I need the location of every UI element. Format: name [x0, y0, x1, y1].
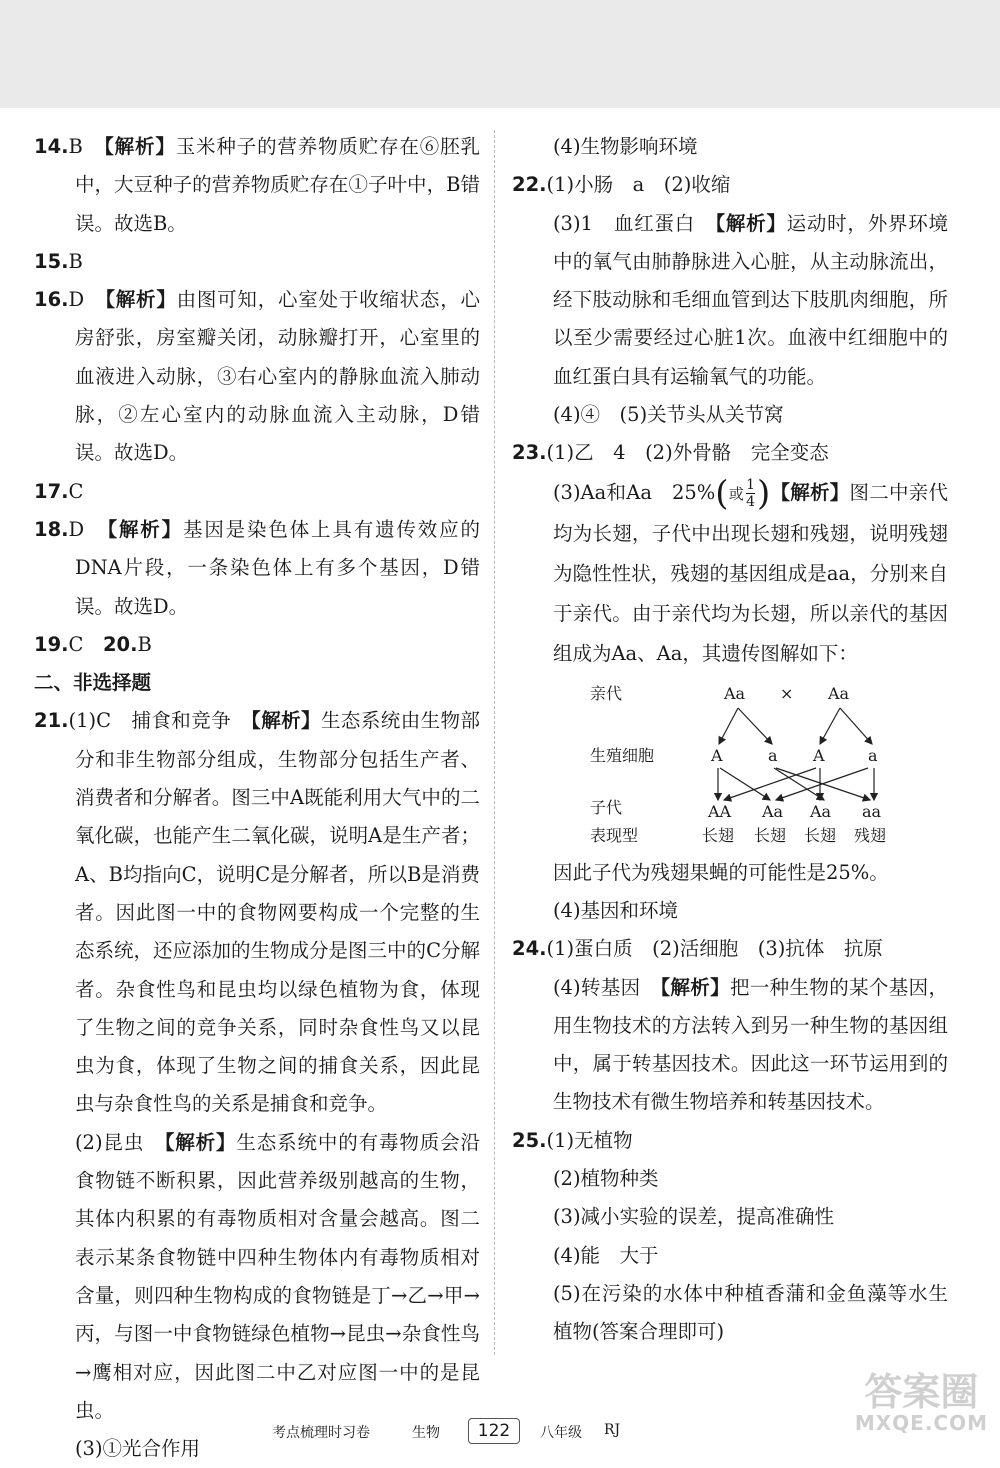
section-heading: 二、非选择题 — [34, 671, 152, 695]
cross-arrows — [512, 680, 952, 850]
answer-24-line2: (4)转基因 【解析】把一种生物的某个基因，用生物技术的方法转入到另一种生物的基因组中，属于转基因技术。因此这一环节运用到的生物技术有微生物培养和转基因技术。 — [552, 975, 948, 1114]
answer-22-line3: (4)④ (5)关节头从关节窝 — [552, 403, 784, 427]
phenotype-1: 长翅 — [702, 825, 735, 845]
offspring-3: Aa — [810, 801, 832, 821]
phenotype-3: 长翅 — [804, 825, 837, 845]
answer-16: 16.D 【解析】由图可知，心室处于收缩状态，心房舒张，房室瓣关闭，动脉瓣打开，心室里的血液进入动脉，③右心室内的静脉血流入肺动脉，②左心室内的动脉血流入主动脉，D错误。故选D。 — [34, 288, 480, 465]
offspring-4: aa — [862, 801, 882, 821]
gamete-1: A — [711, 745, 723, 765]
answer-21-part3: (3)①光合作用 — [74, 1437, 201, 1461]
arrow-A-Aa — [720, 768, 770, 800]
page-top-margin — [0, 0, 1000, 108]
answer-23-line4: (4)基因和环境 — [552, 898, 679, 922]
answer-22-line2: (3)1 血红蛋白 【解析】运动时，外界环境中的氧气由肺静脉进入心脏，从主动脉流出，经下肢动脉和毛细血管到达下肢肌肉细胞，所以至少需要经过心脏1次。血液中红细胞中的血红蛋白具有运输氧气的功能。 — [552, 211, 948, 388]
arrow-p1-A — [719, 708, 738, 744]
arrow-p1-a — [738, 708, 772, 744]
arrow-p2-A — [820, 708, 840, 744]
answer-25-line5: (5)在污染的水体中种植香蒲和金鱼藻等水生植物(答案合理即可) — [552, 1281, 948, 1344]
answer-23-line2: (3)Aa和Aa 25%(或 $\frac{1}{4}$ )【解析】图二中亲代均为长翅，子代中出现长翅和残翅，说明残翅为隐性性状，残翅的基因组成是aa，分别来自于亲代。由于亲代均为长翅，所以亲代的基因组成为Aa、Aa，其遗传图解如下： — [552, 473, 948, 665]
cross-symbol: × — [780, 683, 794, 703]
phenotype-2: 长翅 — [754, 825, 787, 845]
footer-subject: 生物 — [412, 1425, 440, 1441]
left-column — [34, 128, 480, 1468]
fraction: $\frac{1}{4}$ — [746, 476, 755, 510]
gamete-3: A — [813, 745, 825, 765]
answer-17: 17.C — [34, 479, 84, 503]
answer-24-line1: 24.(1)蛋白质 (2)活细胞 (3)抗体 抗原 — [512, 937, 883, 961]
footer-grade: 八年级 — [540, 1425, 582, 1441]
answer-18: 18.D 【解析】基因是染色体上具有遗传效应的DNA片段，一条染色体上有多个基因，D错误。故选D。 — [34, 517, 480, 618]
answer-23-line1: 23.(1)乙 4 (2)外骨骼 完全变态 — [512, 441, 829, 465]
watermark-line1: 答案圈 — [864, 1370, 979, 1414]
answer-21-part4: (4)生物影响环境 — [552, 135, 698, 158]
right-column — [512, 128, 948, 1352]
gamete-4: a — [868, 745, 878, 765]
watermark-logo — [855, 1372, 988, 1434]
offspring-2: Aa — [762, 801, 784, 821]
answer-14: 14.B 【解析】玉米种子的营养物质贮存在⑥胚乳中，大豆种子的营养物质贮存在①子叶中，B错误。故选B。 — [34, 135, 480, 235]
label-parent: 亲代 — [590, 683, 623, 703]
watermark-line2: MXQE.COM — [854, 1411, 988, 1435]
phenotype-4: 残翅 — [854, 825, 887, 845]
gamete-2: a — [768, 745, 778, 765]
answer-19-20: 19.C 20.B — [34, 632, 152, 656]
footer-edition: RJ — [604, 1422, 621, 1438]
footer-book-title: 考点梳理时习卷 — [272, 1425, 370, 1441]
label-phenotype: 表现型 — [590, 825, 639, 845]
answer-15: 15.B — [34, 249, 83, 273]
arrow-A2-AA — [724, 768, 816, 800]
answer-25-line4: (4)能 大于 — [552, 1243, 659, 1267]
answer-25-line1: 25.(1)无植物 — [512, 1128, 633, 1152]
column-divider — [494, 130, 495, 1355]
answer-21-part2: (2)昆虫 【解析】生态系统中的有毒物质会沿食物链不断积累，因此营养级别越高的生物，其体内积累的有毒物质相对含量会越高。图二表示某条食物链中四种生物体内有毒物质相对含量，则四种生物构成的食物链是丁→乙→甲→丙，与图一中食物链绿色植物→昆虫→杂食性鸟→鹰相对应，因此图二中乙对应图一中的是昆虫。 — [74, 1130, 480, 1422]
parent-1: Aa — [724, 683, 746, 703]
label-gamete: 生殖细胞 — [590, 745, 655, 765]
answer-25-line3: (3)减小实验的误差，提高准确性 — [552, 1205, 835, 1229]
page-number: 122 — [468, 1418, 520, 1444]
arrow-a-Aa — [774, 768, 824, 800]
parent-2: Aa — [828, 683, 850, 703]
answer-23-line3: 因此子代为残翅果蝇的可能性是25%。 — [552, 860, 889, 884]
arrow-p2-a — [840, 708, 872, 744]
answer-21-part1: 21.(1)C 捕食和竞争 【解析】生态系统由生物部分和非生物部分组成，生物部分包括生产者、消费者和分解者。图三中A既能利用大气中的二氧化碳，也能产生二氧化碳，说明A是生产者；A、B均指向C，说明C是分解者，所以B是消费者。因此图一中的食物网要构成一个完整的生态系统，还应添加的生物成分是图三中的C分解者。杂食性鸟和昆虫均以绿色植物为食，体现了生物之间的竞争关系，同时杂食性鸟又以昆虫为食，体现了生物之间的捕食关系，因此昆虫与杂食性鸟的关系是捕食和竞争。 — [34, 709, 480, 1116]
label-offspring: 子代 — [590, 797, 623, 817]
genetic-cross-diagram — [512, 680, 952, 850]
answer-25-line2: (2)植物种类 — [552, 1167, 659, 1191]
page-footer — [0, 1418, 1000, 1446]
offspring-1: AA — [708, 801, 732, 821]
answer-22-line1: 22.(1)小肠 a (2)收缩 — [512, 173, 731, 197]
